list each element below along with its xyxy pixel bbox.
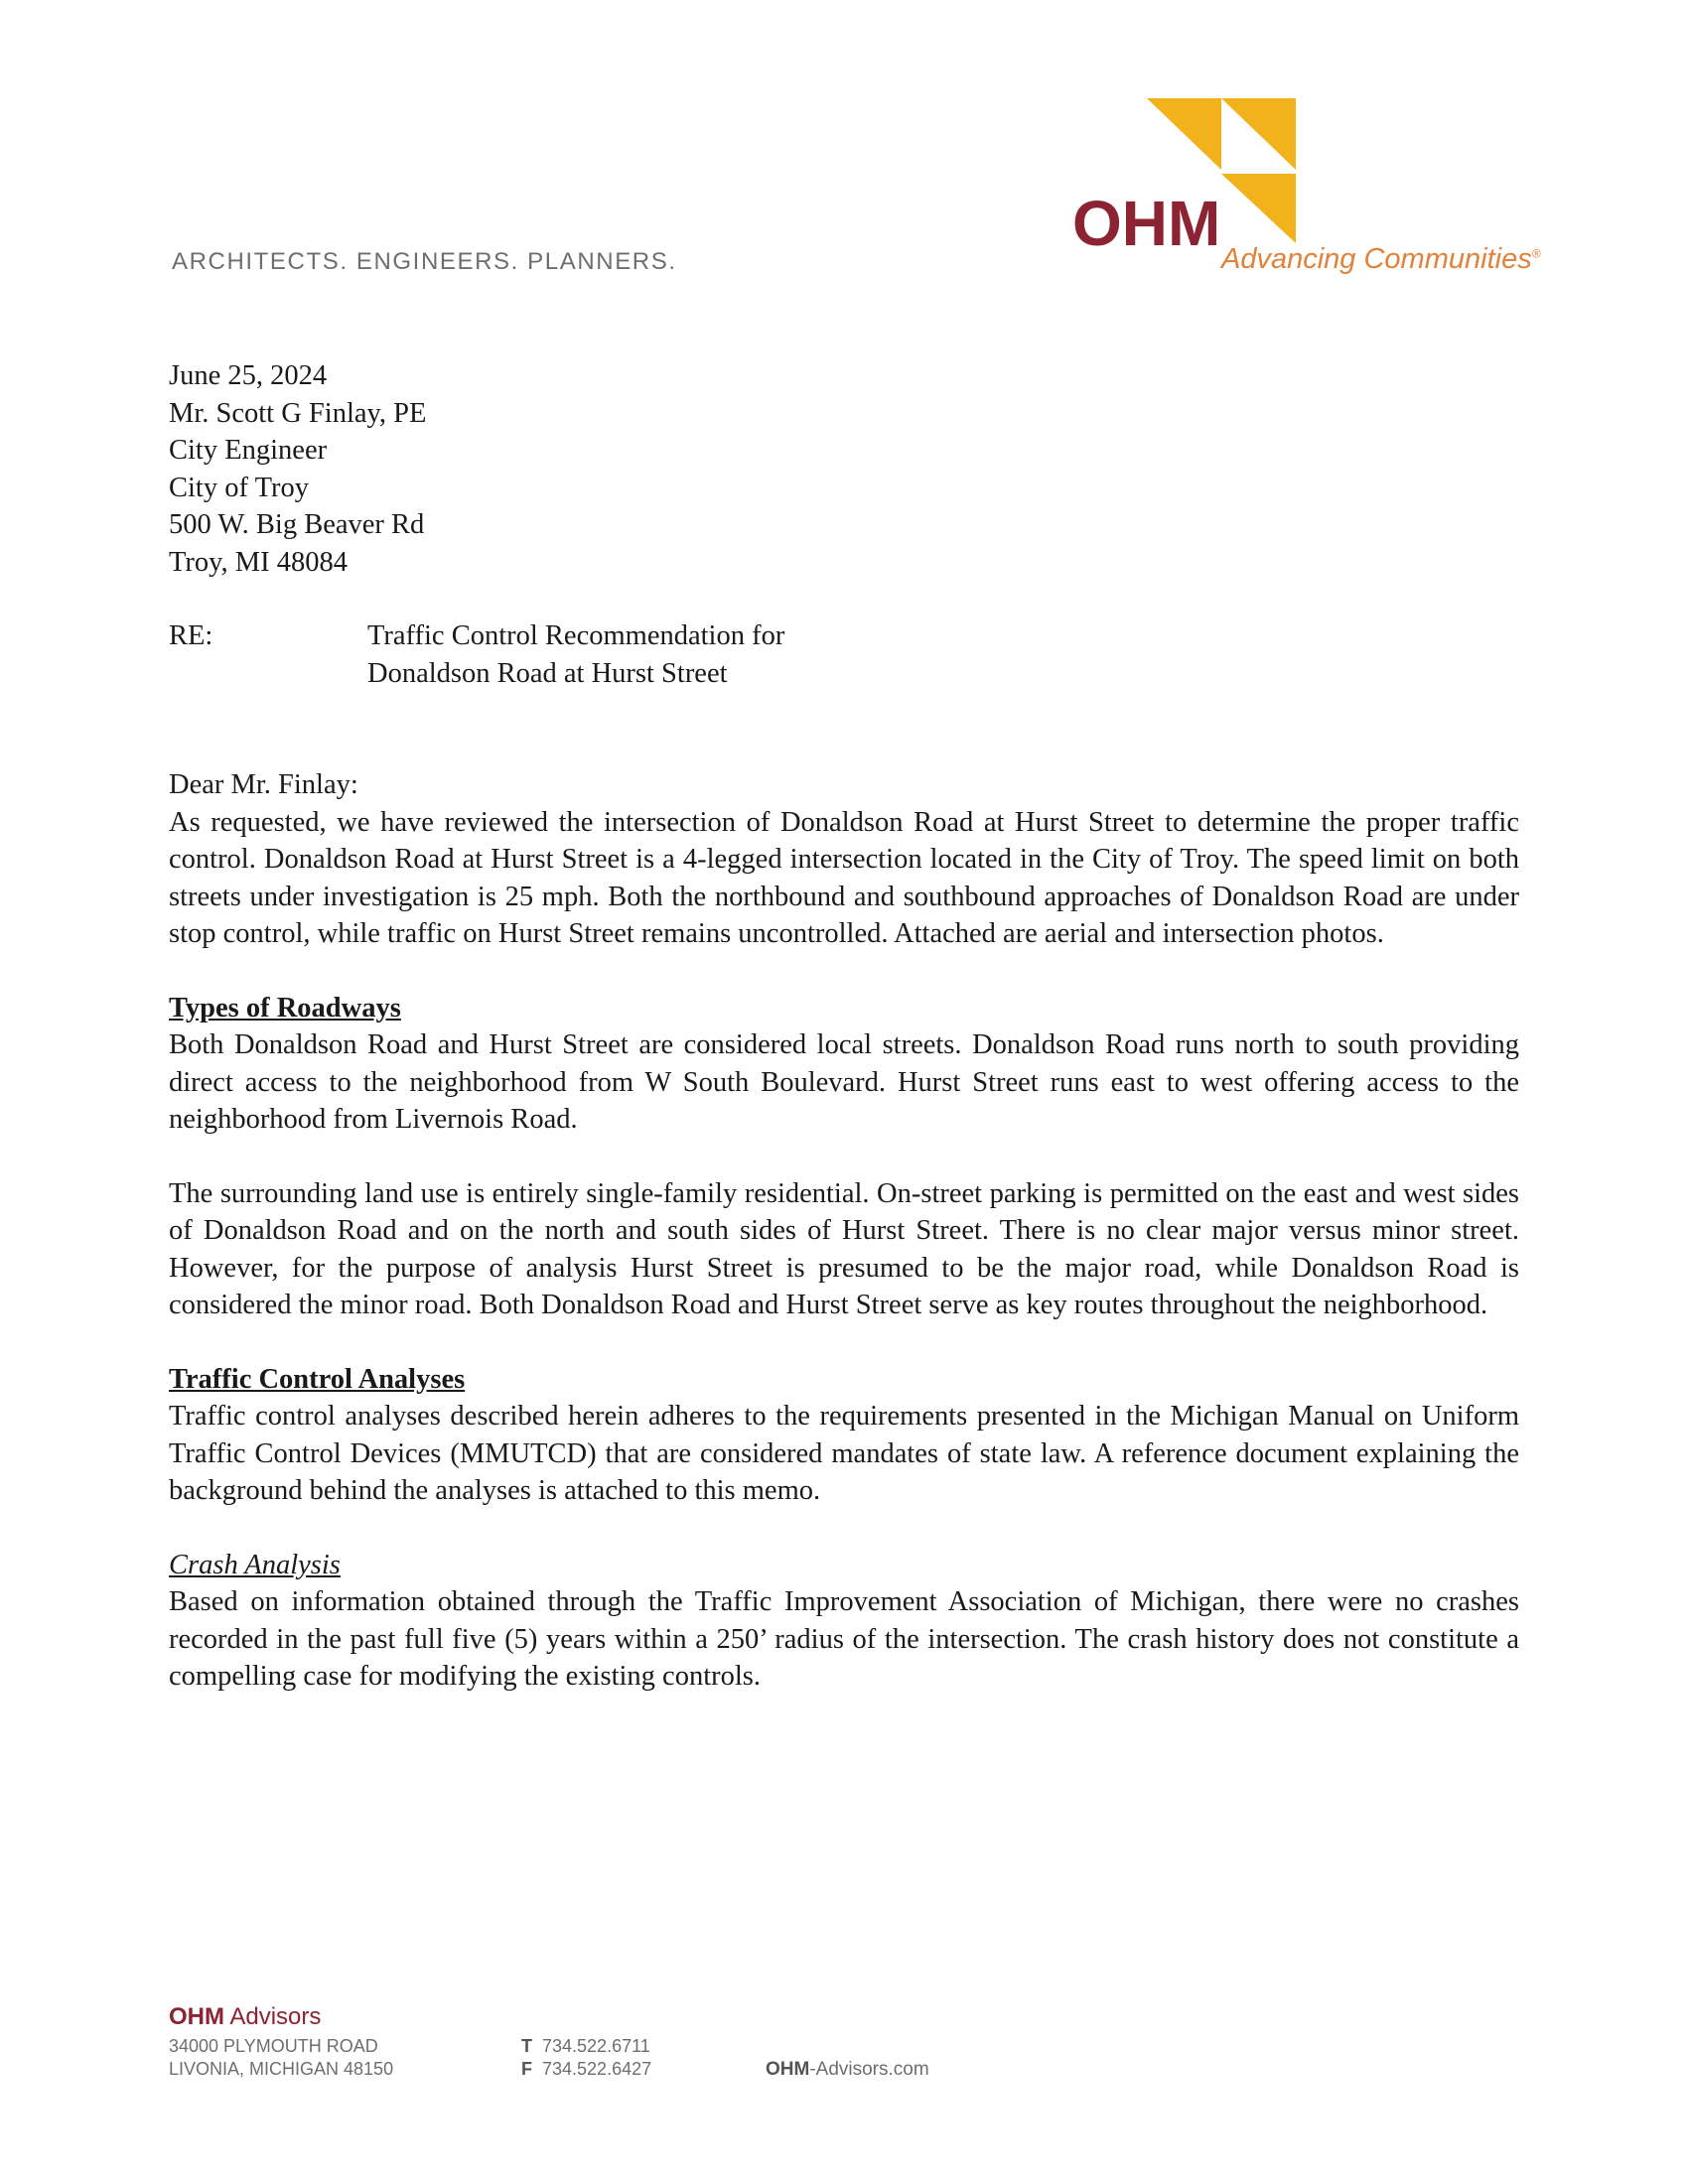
subject-line-2: Donaldson Road at Hurst Street [367, 657, 728, 689]
footer-address-line-1: 34000 PLYMOUTH ROAD [169, 2036, 378, 2056]
header-tagline: ARCHITECTS. ENGINEERS. PLANNERS. [172, 248, 677, 275]
recipient-title: City Engineer [169, 435, 328, 466]
footer-address [169, 2035, 521, 2081]
logo-wordmark: OHM [1072, 188, 1221, 259]
analyses-paragraph: Traffic control analyses described herein adheres to the requirements presented in the Michigan Manual on Uniform Traffic Control Devices (MMUTCD) that are considered mandates of state law. A reference document explaining the background behind the analyses is attached to this memo. [169, 1401, 1519, 1506]
section-heading-crash: Crash Analysis [169, 1549, 341, 1580]
recipient-city: Troy, MI 48084 [169, 546, 349, 578]
letter-body [169, 357, 1519, 1732]
recipient-address [169, 395, 1519, 582]
subject-text [367, 617, 784, 692]
footer-company-name: OHM Advisors [169, 2003, 322, 2030]
logo-triangle-top-right [1221, 98, 1296, 170]
footer-phone: T 734.522.6711 [521, 2036, 650, 2056]
footer-phone-fax [521, 2035, 766, 2081]
intro-paragraph: As requested, we have reviewed the intersection of Donaldson Road at Hurst Street to determine the proper traffic control. Donaldson Road at Hurst Street is a 4-legged intersection located in the City of Troy. The speed limit on both streets under investigation is 25 mph. Both the northbound and southbound approaches of Donaldson Road are under stop control, while traffic on Hurst Street remains uncontrolled. Attached are aerial and intersection photos. [169, 806, 1519, 949]
footer-website: OHM-Advisors.com [766, 2059, 929, 2080]
subject-label: RE: [169, 620, 213, 651]
section-heading-analyses: Traffic Control Analyses [169, 1363, 466, 1395]
roadways-paragraph-1: Both Donaldson Road and Hurst Street are considered local streets. Donaldson Road runs north to south providing direct access to the neighborhood from W South Boulevard. Hurst Street runs east to west offering access to the neighborhood from Livernois Road. [169, 1029, 1519, 1135]
letterhead-footer [169, 2003, 929, 2081]
footer-fax: F 734.522.6427 [521, 2059, 652, 2079]
logo-triangle-bottom [1221, 174, 1296, 243]
recipient-name: Mr. Scott G Finlay, PE [169, 397, 427, 429]
logo-tagline: Advancing Communities® [1221, 243, 1541, 275]
subject-line [169, 617, 1519, 692]
recipient-organization: City of Troy [169, 472, 309, 503]
ohm-logo [1072, 94, 1541, 283]
crash-paragraph: Based on information obtained through the Traffic Improvement Association of Michigan, there were no crashes recorded in the past full five (5) years within a 250’ radius of the intersection. The crash history does not constitute a compelling case for modifying the existing controls. [169, 1586, 1519, 1692]
subject-line-1: Traffic Control Recommendation for [367, 620, 785, 651]
footer-address-line-2: LIVONIA, MICHIGAN 48150 [169, 2059, 394, 2079]
section-heading-roadways: Types of Roadways [169, 992, 401, 1024]
footer-contact-row [169, 2035, 929, 2081]
roadways-paragraph-2: The surrounding land use is entirely single-family residential. On-street parking is permitted on the east and west sides of Donaldson Road and on the north and south sides of Hurst Street. There is no clear major versus minor street. However, for the purpose of analysis Hurst Street is presumed to be the major road, while Donaldson Road is considered the minor road. Both Donaldson Road and Hurst Street serve as key routes throughout the neighborhood. [169, 1177, 1519, 1320]
salutation: Dear Mr. Finlay: [169, 769, 358, 800]
recipient-street: 500 W. Big Beaver Rd [169, 509, 425, 540]
letter-date: June 25, 2024 [169, 360, 328, 391]
logo-triangle-top-left [1147, 98, 1221, 170]
